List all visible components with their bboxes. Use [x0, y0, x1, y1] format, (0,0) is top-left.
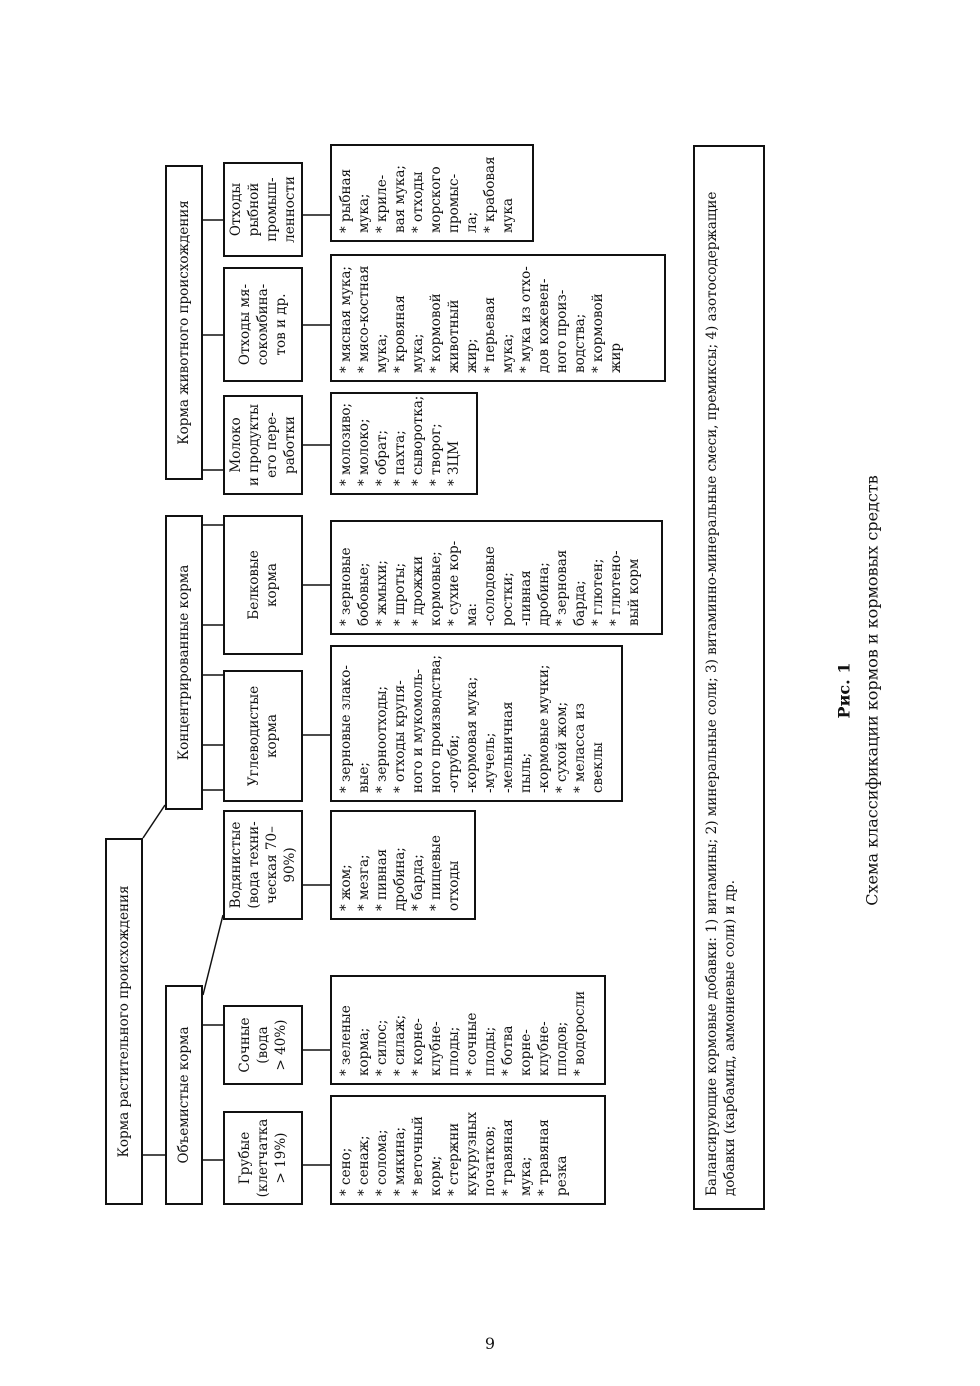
list-item: корм; — [428, 1155, 444, 1196]
list-item: корма; — [356, 1027, 372, 1076]
category-meat: Отходы мя- сокомбина- тов и др. — [223, 267, 303, 382]
list-item: мука; — [356, 193, 372, 233]
list-item: * криле- — [374, 174, 390, 233]
list-item: резка — [554, 1155, 570, 1196]
list-item: * солома; — [374, 1129, 390, 1196]
connector-line — [203, 915, 223, 995]
list-item: мука; — [410, 333, 426, 373]
list-item: * перьевая — [482, 296, 498, 373]
list-item: * кормовой — [428, 293, 444, 373]
category-watery: Водянистые (вода техни- ческая 70–90%) — [223, 810, 303, 920]
category-succulent: Сочные (вода > 40%) — [223, 1005, 303, 1085]
list-item: вые; — [356, 762, 372, 793]
root-animal-label: Корма животного происхождения — [176, 200, 192, 445]
list-item: бобовые; — [356, 562, 372, 626]
list-item: * силос; — [374, 1019, 390, 1076]
list-item: * зеленые — [338, 1005, 354, 1076]
list-item: * сочные — [464, 1012, 480, 1076]
list-item: * силаж; — [392, 1014, 408, 1076]
list-item: -солодовые — [482, 546, 498, 626]
list-item: * зерновая — [554, 549, 570, 626]
list-item: плоды; — [446, 1026, 462, 1076]
list-item: * молоко; — [356, 418, 372, 486]
list-item: * веточный — [410, 1116, 426, 1196]
list-item: мука; — [374, 333, 390, 373]
figure-caption-title: Рис. 1 — [834, 662, 854, 718]
list-item: ного производства; — [428, 654, 444, 793]
list-item: * жмыхи; — [374, 560, 390, 626]
list-item: вая мука; — [392, 165, 408, 233]
list-item: * зерновые — [338, 547, 354, 626]
list-item: * мясная мука; — [338, 266, 354, 373]
list-item: ла; — [464, 211, 480, 233]
list-item: * дрожжи — [410, 556, 426, 626]
list-item: * ЗЦМ — [446, 440, 462, 486]
list-item: -мельничная — [500, 701, 516, 793]
list-item: * отходы — [410, 171, 426, 233]
list-item: дробина; — [392, 847, 408, 911]
list-item: * пищевые — [428, 835, 444, 911]
list-item: * сено; — [338, 1147, 354, 1196]
list-item: клубне- — [536, 1021, 552, 1076]
bulky-box — [165, 985, 203, 1205]
list-item: * мезга; — [356, 854, 372, 911]
list-item: жир — [608, 342, 624, 373]
list-item: * пахта; — [392, 430, 408, 486]
list-item: плоды; — [482, 1026, 498, 1076]
category-protein: Белковые корма — [223, 515, 303, 655]
list-item: * отходы крупя- — [392, 680, 408, 793]
list-milk — [330, 392, 478, 495]
list-item: водства; — [572, 313, 588, 373]
list-carb — [330, 645, 623, 802]
list-item: * травяная — [500, 1119, 516, 1196]
list-item: * сухие кор- — [446, 540, 462, 626]
figure-caption-subtitle: Схема классификации кормов и кормовых средств — [862, 474, 882, 906]
list-item: * зерновые злако- — [338, 665, 354, 793]
list-protein — [330, 520, 663, 635]
list-item: * водоросли — [572, 990, 588, 1076]
concentrated-label: Концентрированные корма — [176, 564, 192, 761]
list-item: барда; — [572, 580, 588, 626]
list-item: * сенаж; — [356, 1135, 372, 1196]
list-item: дробина; — [536, 562, 552, 626]
root-plant-box — [105, 838, 143, 1205]
list-item: * жом; — [338, 864, 354, 911]
list-item: * ботва — [500, 1025, 516, 1076]
list-item: кормовые; — [428, 551, 444, 626]
list-item: ного произ- — [554, 289, 570, 373]
list-item: * меласса из — [572, 703, 588, 793]
list-item: * травяная — [536, 1119, 552, 1196]
list-fish — [330, 144, 534, 242]
list-item: * творог; — [428, 423, 444, 486]
list-succulent — [330, 975, 606, 1085]
list-item: дов кожевен- — [536, 278, 552, 373]
classification-diagram — [100, 115, 800, 1215]
list-item: пыль; — [518, 752, 534, 793]
list-item: * барда; — [410, 854, 426, 911]
list-item: * сухой жом; — [554, 701, 570, 793]
list-item: * шроты; — [392, 562, 408, 626]
list-item: * зерноотходы; — [374, 685, 390, 793]
list-item: * кровяная — [392, 295, 408, 373]
bulky-label: Объемистые корма — [176, 1026, 192, 1164]
list-item: мука — [500, 198, 516, 233]
list-item: клубне- — [428, 1021, 444, 1076]
list-item: свеклы — [590, 742, 606, 793]
concentrated-box — [165, 515, 203, 810]
list-rough — [330, 1095, 606, 1205]
list-item: отходы — [446, 860, 462, 911]
list-item: * глютено- — [608, 550, 624, 626]
list-item: мука; — [518, 1156, 534, 1196]
list-item: * стержни — [446, 1122, 462, 1196]
connector-line — [143, 805, 165, 838]
supplements-note — [693, 145, 765, 1210]
list-item: -мучель; — [482, 732, 498, 793]
list-item: жир; — [464, 338, 480, 373]
list-item: животный — [446, 299, 462, 373]
list-item: ного и мукомоль- — [410, 668, 426, 793]
list-item: -кормовая мука; — [464, 676, 480, 793]
note-line-1: Балансирующие кормовые добавки: 1) витамины; 2) минеральные соли; 3) витаминно-минеральные смеси, премиксы; 4) азотосодержащие — [704, 191, 720, 1196]
list-item: мука; — [500, 333, 516, 373]
list-item: -отруби; — [446, 734, 462, 793]
list-item: * кормовой — [590, 293, 606, 373]
list-item: * мука из отхо- — [518, 266, 534, 373]
list-meat — [330, 254, 666, 382]
list-item: * корне- — [410, 1018, 426, 1076]
list-item: * мясо-костная — [356, 265, 372, 373]
list-item: -пивная — [518, 570, 534, 626]
category-milk: Молоко и продукты его пере- работки — [223, 395, 303, 495]
root-animal-box — [165, 165, 203, 480]
list-item: * крабовая — [482, 156, 498, 233]
root-plant-label: Корма растительного происхождения — [116, 885, 132, 1158]
list-item: корне- — [518, 1029, 534, 1076]
category-carb: Углеводистые корма — [223, 670, 303, 802]
list-item: * сыворотка; — [410, 395, 426, 486]
list-item: * мякина; — [392, 1126, 408, 1196]
page-number: 9 — [484, 1334, 496, 1353]
category-rough: Грубые (клетчатка > 19%) — [223, 1111, 303, 1205]
list-item: морского — [428, 166, 444, 233]
list-item: * рыбная — [338, 168, 354, 233]
list-item: промыс- — [446, 173, 462, 233]
list-item: плодов; — [554, 1021, 570, 1076]
list-item: * молозиво; — [338, 402, 354, 486]
list-item: ростки; — [500, 572, 516, 626]
note-line-2: добавки (карбамид, аммониевые соли) и др. — [722, 879, 738, 1196]
list-item: * обрат; — [374, 429, 390, 486]
list-item: * пивная — [374, 848, 390, 911]
list-watery — [330, 810, 476, 920]
list-item: початков; — [482, 1125, 498, 1196]
list-item: кукурузных — [464, 1111, 480, 1196]
list-item: * глютен; — [590, 558, 606, 626]
list-item: -кормовые мучки; — [536, 664, 552, 793]
list-item: ма: — [464, 602, 480, 626]
list-item: вый корм — [626, 558, 642, 626]
category-fish: Отходы рыбной промыш- ленности — [223, 162, 303, 257]
